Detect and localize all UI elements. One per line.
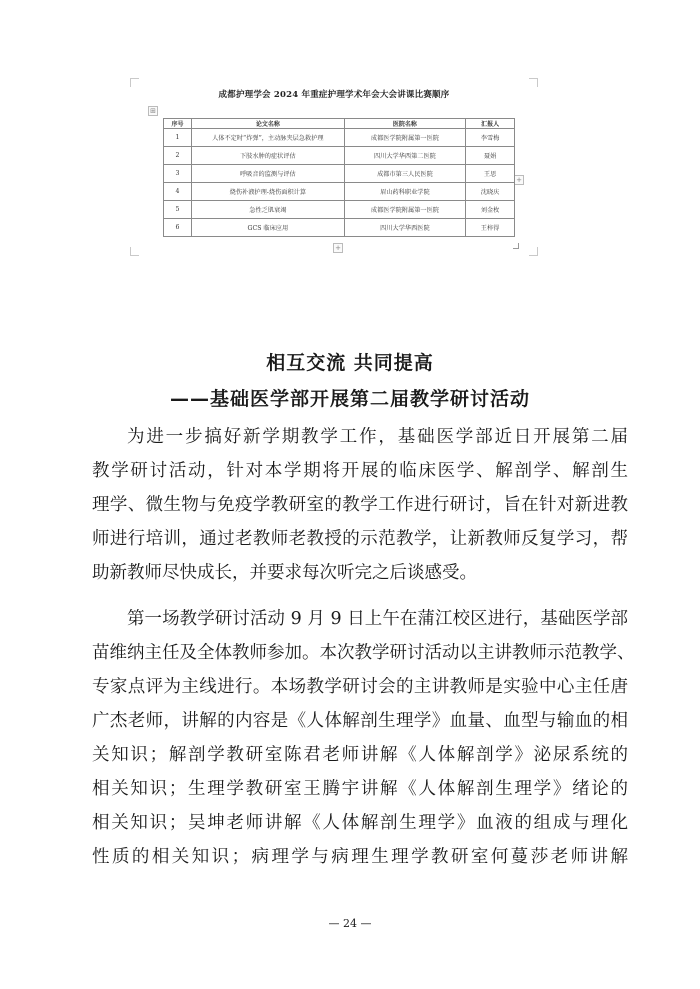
table-cell: 1 (164, 129, 192, 147)
table-cell: 眉山药科职业学院 (344, 183, 466, 201)
paragraph-1 (92, 420, 628, 590)
resize-handle-icon[interactable] (513, 243, 519, 249)
table-row (164, 129, 515, 147)
table-move-handle-icon[interactable]: ⊞ (148, 106, 158, 116)
header-cell: 论文名称 (192, 119, 345, 129)
table-cell: 成都医学院附属第一医院 (344, 201, 466, 219)
add-row-icon[interactable]: + (333, 243, 343, 253)
header-cell: 序号 (164, 119, 192, 129)
text-line: 广杰老师，讲解的内容是《人体解剖生理学》血量、血型与输血的相 (92, 711, 628, 731)
table-cell: GCS 临床应用 (192, 219, 345, 237)
text-line: 师进行培训，通过老教师老教授的示范教学，让新教师反复学习，帮 (92, 529, 628, 549)
table-row (164, 219, 515, 237)
table-cell: 呼吸音的监测与评估 (192, 165, 345, 183)
table-row (164, 183, 515, 201)
text-line: 相关知识；吴坤老师讲解《人体解剖生理学》血液的组成与理化 (92, 813, 628, 833)
table-cell: 四川大学华西第二医院 (344, 147, 466, 165)
crop-corner (130, 247, 139, 256)
page-number: — 24 — (328, 917, 372, 930)
article-subtitle: ——基础医学部开展第二届教学研讨活动 (169, 388, 530, 410)
text-line: 关知识；解剖学教研室陈君老师讲解《人体解剖学》泌尿系统的 (92, 745, 628, 765)
table-cell: 急性乏肌衰竭 (192, 201, 345, 219)
table-cell: 王思 (466, 165, 515, 183)
text-line: 相关知识；生理学教研室王腾宇讲解《人体解剖生理学》绪论的 (92, 779, 628, 799)
text-line: 助新教师尽快成长，并要求每次听完之后谈感受。 (92, 563, 477, 583)
table-header-row (164, 119, 515, 129)
table-cell: 成都市第三人民医院 (344, 165, 466, 183)
table-cell: 沈晓庆 (466, 183, 515, 201)
header-cell: 汇报人 (466, 119, 515, 129)
table-row (164, 165, 515, 183)
text-line: 理学、微生物与免疫学教研室的教学工作进行研讨，旨在针对新进教 (92, 495, 628, 515)
text-line: 性质的相关知识；病理学与病理生理学教研室何蔓莎老师讲解 (92, 847, 628, 867)
paragraph-2 (92, 602, 635, 874)
crop-corner (529, 247, 538, 256)
table-cell: 下肢水肿的症状评估 (192, 147, 345, 165)
embedded-table-title: 成都护理学会 2024 年重症护理学术年会大会讲课比赛顺序 (218, 90, 450, 100)
text-line: 第一场教学研讨活动 9 月 9 日上午在蒲江校区进行，基础医学部 (127, 609, 628, 629)
crop-corner (529, 78, 538, 87)
text-line: 为进一步搞好新学期教学工作，基础医学部近日开展第二届 (127, 427, 628, 447)
crop-corner (130, 78, 139, 87)
add-column-icon[interactable]: + (514, 175, 524, 185)
text-line: 教学研讨活动，针对本学期将开展的临床医学、解剖学、解剖生 (92, 461, 628, 481)
article-title: 相互交流 共同提高 (266, 352, 434, 374)
table-cell: 4 (164, 183, 192, 201)
embedded-table-image (130, 78, 538, 256)
table-row (164, 147, 515, 165)
text-line: 苗维纳主任及全体教师参加。本次教学研讨活动以主讲教师示范教学、 (92, 643, 635, 663)
table-cell: 2 (164, 147, 192, 165)
table-cell: 王梓得 (466, 219, 515, 237)
table-cell: 李雪梅 (466, 129, 515, 147)
table-cell: 聂娟 (466, 147, 515, 165)
table-row (164, 201, 515, 219)
table-cell: 烧伤补液护理-烧伤面积计算 (192, 183, 345, 201)
table-cell: 6 (164, 219, 192, 237)
table-cell: 成都医学院附属第一医院 (344, 129, 466, 147)
table-cell: 四川大学华西医院 (344, 219, 466, 237)
text-line: 专家点评为主线进行。本场教学研讨会的主讲教师是实验中心主任唐 (92, 677, 628, 697)
competition-order-table (163, 118, 515, 237)
table-cell: 刘金枚 (466, 201, 515, 219)
table-cell: 3 (164, 165, 192, 183)
table-cell: 人体不定时“炸弹”，主动脉夹层急救护理 (192, 129, 345, 147)
table-cell: 5 (164, 201, 192, 219)
header-cell: 医院名称 (344, 119, 466, 129)
